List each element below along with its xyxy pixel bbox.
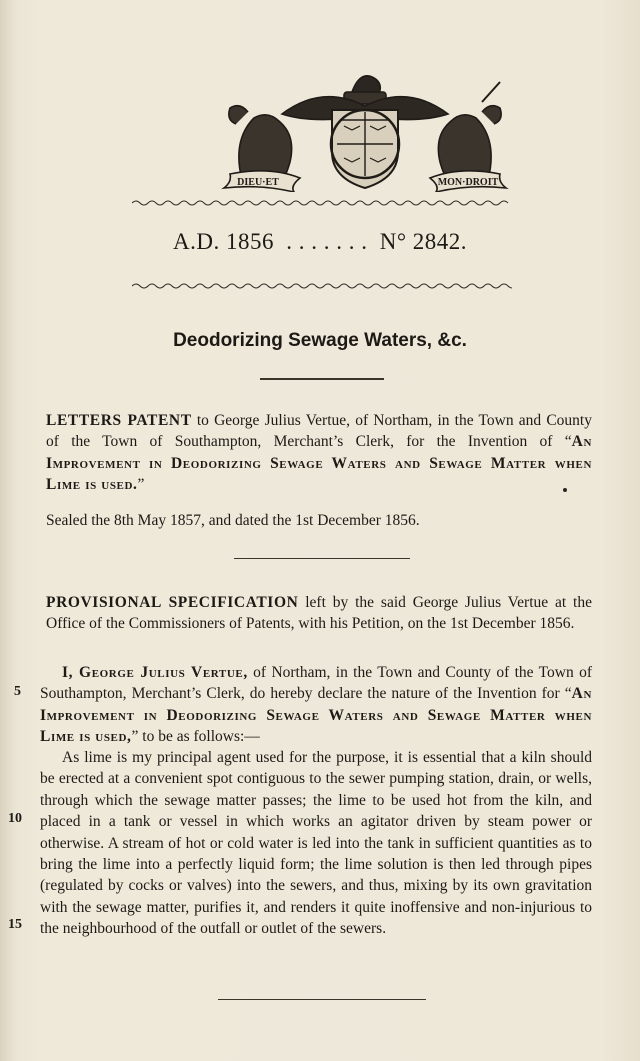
patent-number-line <box>0 229 640 255</box>
letters-patent-text: to George Julius Vertue, of Northam, in the Town and County of the Town of Southampton, Merchant’s Clerk, for the Invention of “ <box>46 412 592 451</box>
divider-rule-1 <box>260 378 384 380</box>
patent-number: N° 2842. <box>379 229 468 254</box>
motto-left: DIEU·ET <box>237 177 279 188</box>
letters-patent-invention-title: An Improvement in Deodorizing Sewage Waters and Sewage Matter when Lime is used. <box>46 433 592 494</box>
line-number-10: 10 <box>8 811 22 826</box>
leader-dots: . . . . . . . <box>286 229 368 254</box>
provisional-text: left by the said George Julius Vertue at the Office of the Commissioners of Patents, with his Petition, on the 1st December 1856. <box>46 594 592 633</box>
document-title: Deodorizing Sewage Waters, &c. <box>173 330 467 351</box>
specification-body: As lime is my principal agent used for the purpose, it is essential that a kiln should be erected at a convenient spot contiguous to the sewer pumping station, drain, or wells, through which the sewage matter passes; the lime to be used hot from the kiln, and placed in a tank or vessel in which works an agitator driven by steam power or otherwise. A stream of hot or cold water is led into the tank in sufficient quantities as to bring the lime into a perfectly liquid form; the lime solution is then led through pipes (regulated by cocks or valves) into the sewers, and thus, mixing by its own gravitation with the sewage matter, purifies it, and renders it quite inoffensive and non-injurious to the neighbourhood of the outfall or outlet of the sewers. <box>40 749 592 938</box>
divider-rule-3 <box>218 999 426 1000</box>
patent-year: A.D. 1856 <box>172 229 274 254</box>
letters-patent-lead: LETTERS PATENT <box>46 412 192 429</box>
intro-invention-title: An Improvement in Deodorizing Sewage Waters and Sewage Matter when Lime is used, <box>40 685 592 746</box>
letters-patent-paragraph <box>46 410 592 496</box>
line-number-5: 5 <box>14 684 21 699</box>
intro-end: ” to be as follows:— <box>131 728 260 746</box>
specification-intro <box>40 662 592 748</box>
motto-right: MON·DROIT <box>437 177 499 188</box>
ornamental-rule-bottom <box>132 282 512 290</box>
ornamental-rule-top <box>132 199 512 207</box>
divider-rule-2 <box>234 558 410 559</box>
intro-text: of Northam, in the Town and County of the Town of Southampton, Merchant’s Clerk, do hereby declare the nature of the Invention for “ <box>40 664 592 703</box>
line-number-15: 15 <box>8 917 22 932</box>
inventor-name: I, George Julius Vertue, <box>62 664 248 681</box>
royal-coat-of-arms-icon <box>212 62 518 192</box>
letters-patent-close-quote: ” <box>137 476 145 494</box>
provisional-lead: PROVISIONAL SPECIFICATION <box>46 594 299 611</box>
provisional-specification-paragraph <box>46 592 592 635</box>
sealed-date: Sealed the 8th May 1857, and dated the 1st December 1856. <box>46 512 420 529</box>
ink-dot <box>563 488 567 492</box>
